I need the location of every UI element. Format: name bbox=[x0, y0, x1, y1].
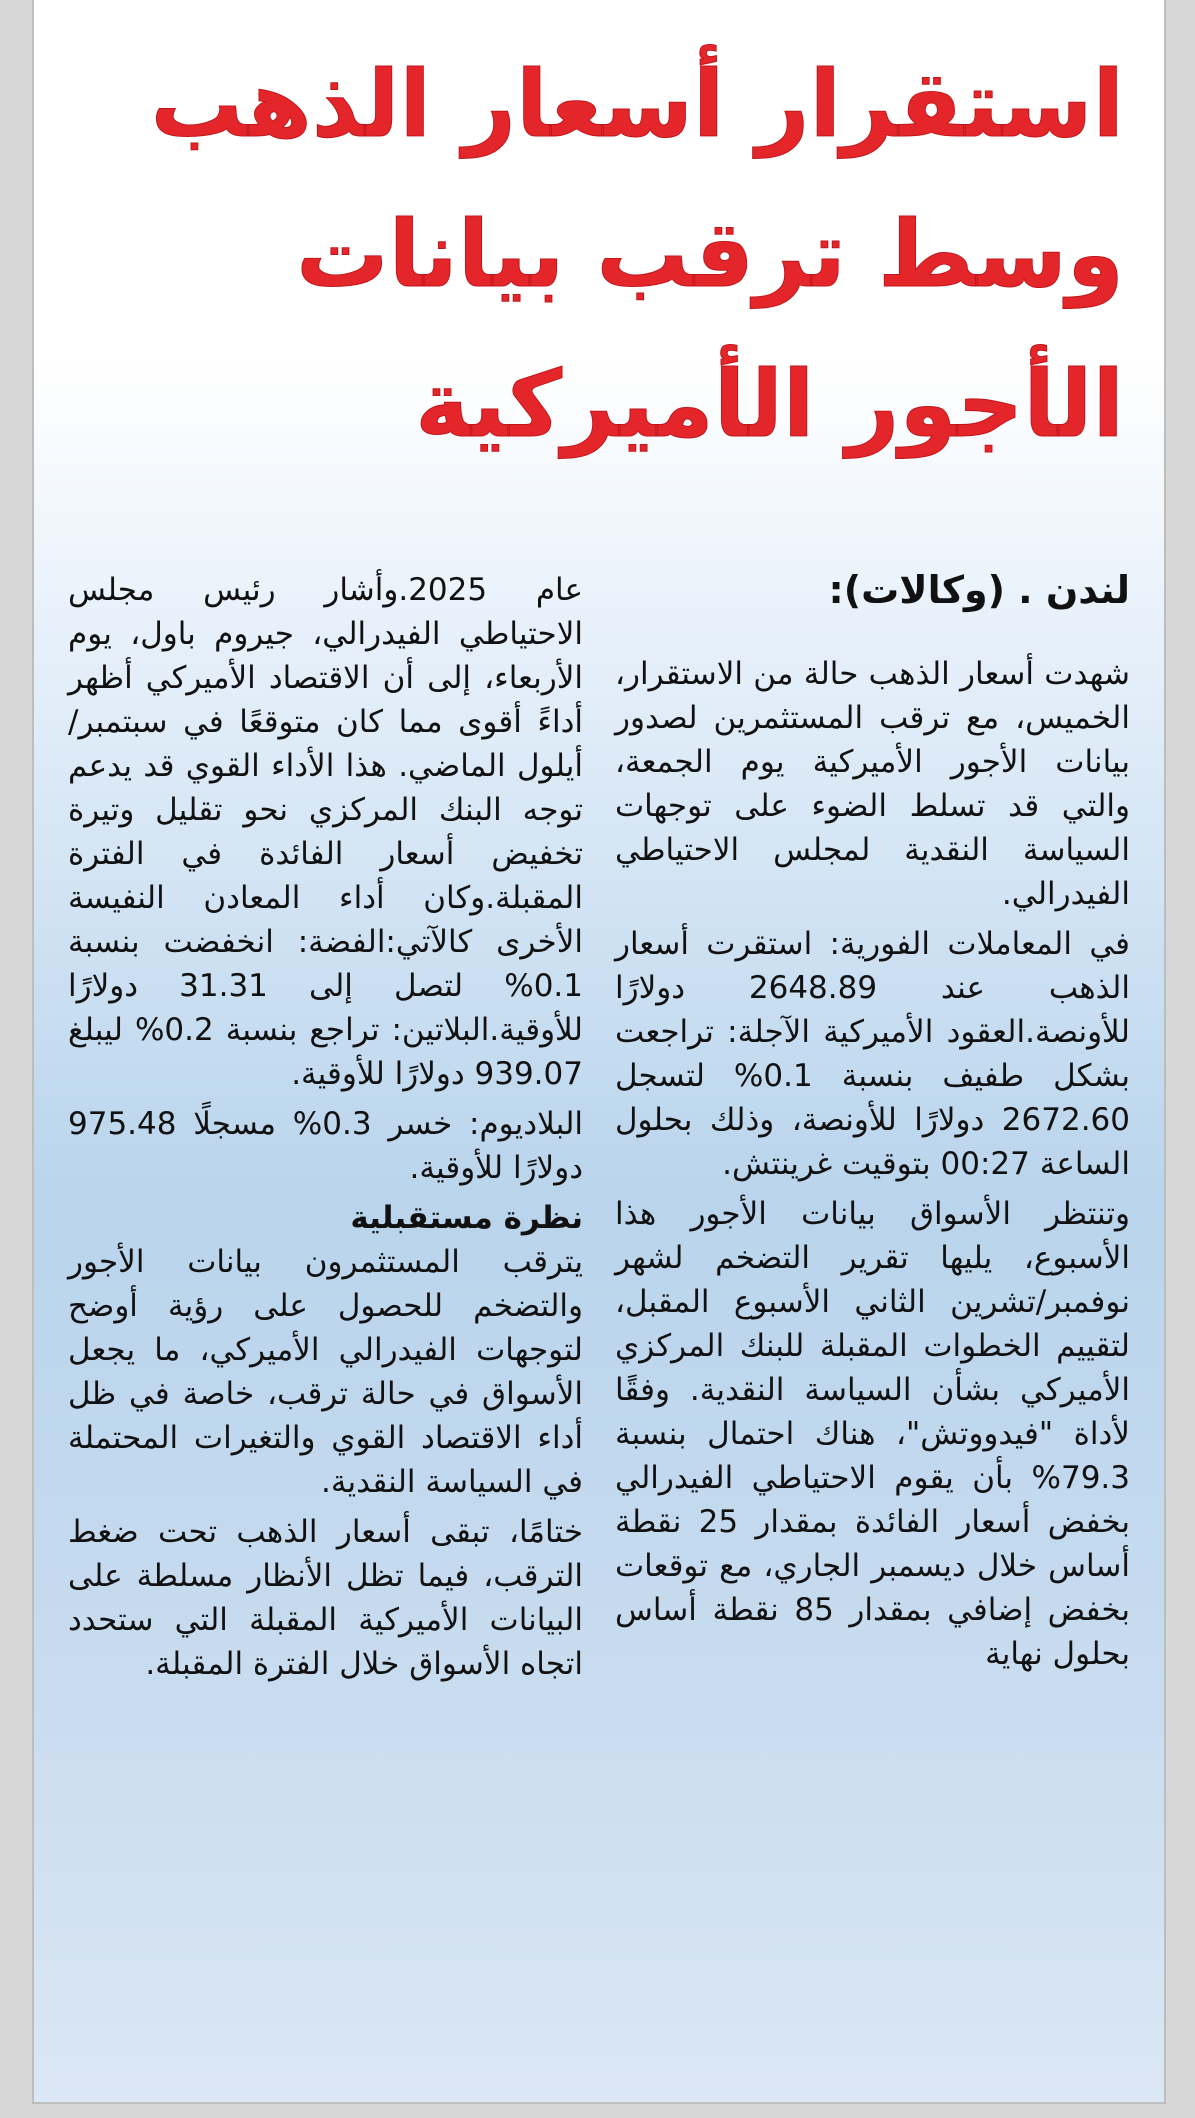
article-column-right bbox=[615, 568, 1130, 1682]
paragraph: في المعاملات الفورية: استقرت أسعار الذهب عند 2648.89 دولارًا للأونصة.العقود الأميركية الآجلة: تراجعت بشكل طفيف بنسبة 0.1% لتسجل 2672.60 دولارًا للأونصة، وذلك بحلول الساعة 00:27 بتوقيت غرينتش. bbox=[615, 926, 1130, 1182]
dateline: لندن . (وكالات): bbox=[828, 568, 1130, 612]
paragraph: البلاديوم: خسر 0.3% مسجلًا 975.48 دولارًا للأوقية. bbox=[68, 1106, 584, 1186]
paragraph: شهدت أسعار الذهب حالة من الاستقرار، الخميس، مع ترقب المستثمرين لصدور بيانات الأجور الأميركية يوم الجمعة، والتي قد تسلط الضوء على توجهات السياسة النقدية لمجلس الاحتياطي الفيدرالي. bbox=[615, 656, 1130, 912]
newspaper-page bbox=[32, 0, 1166, 2104]
paragraph: يترقب المستثمرون بيانات الأجور والتضخم للحصول على رؤية أوضح لتوجهات الفيدرالي الأميركي، ما يجعل الأسواق في حالة ترقب، خاصة في ظل أداء الاقتصاد القوي والتغيرات المحتملة في السياسة النقدية. bbox=[68, 1244, 583, 1500]
paragraph: عام 2025.وأشار رئيس مجلس الاحتياطي الفيدرالي، جيروم باول، يوم الأربعاء، إلى أن الاقتصاد الأميركي أظهر أداءً أقوى مما كان متوقعًا في سبتمبر/أيلول الماضي. هذا الأداء القوي قد يدعم توجه البنك المركزي نحو تقليل وتيرة تخفيض أسعار الفائدة في الفترة المقبلة.وكان أداء المعادن النفيسة الأخرى كالآتي:الفضة: انخفضت بنسبة 0.1% لتصل إلى 31.31 دولارًا للأوقية.البلاتين: تراجع بنسبة 0.2% ليبلغ 939.07 دولارًا للأوقية. bbox=[68, 572, 583, 1092]
headline: استقرار أسعار الذهب وسط ترقب بيانات الأجور الأميركية bbox=[150, 51, 1124, 458]
article-column-left bbox=[68, 568, 583, 1692]
subheading: نظرة مستقبلية bbox=[350, 1200, 583, 1236]
paragraph: وتنتظر الأسواق بيانات الأجور هذا الأسبوع، يليها تقرير التضخم لشهر نوفمبر/تشرين الثاني الأسبوع المقبل، لتقييم الخطوات المقبلة للبنك المركزي الأميركي بشأن السياسة النقدية. وفقًا لأداة "فيدووتش"، هناك احتمال بنسبة 79.3% بأن يقوم الاحتياطي الفيدرالي بخفض أسعار الفائدة بمقدار 25 نقطة أساس خلال ديسمبر الجاري، مع توقعات بخفض إضافي بمقدار 85 نقطة أساس بحلول نهاية bbox=[615, 1196, 1130, 1672]
paragraph: ختامًا، تبقى أسعار الذهب تحت ضغط الترقب، فيما تظل الأنظار مسلطة على البيانات الأميركية المقبلة التي ستحدد اتجاه الأسواق خلال الفترة المقبلة. bbox=[68, 1514, 583, 1682]
